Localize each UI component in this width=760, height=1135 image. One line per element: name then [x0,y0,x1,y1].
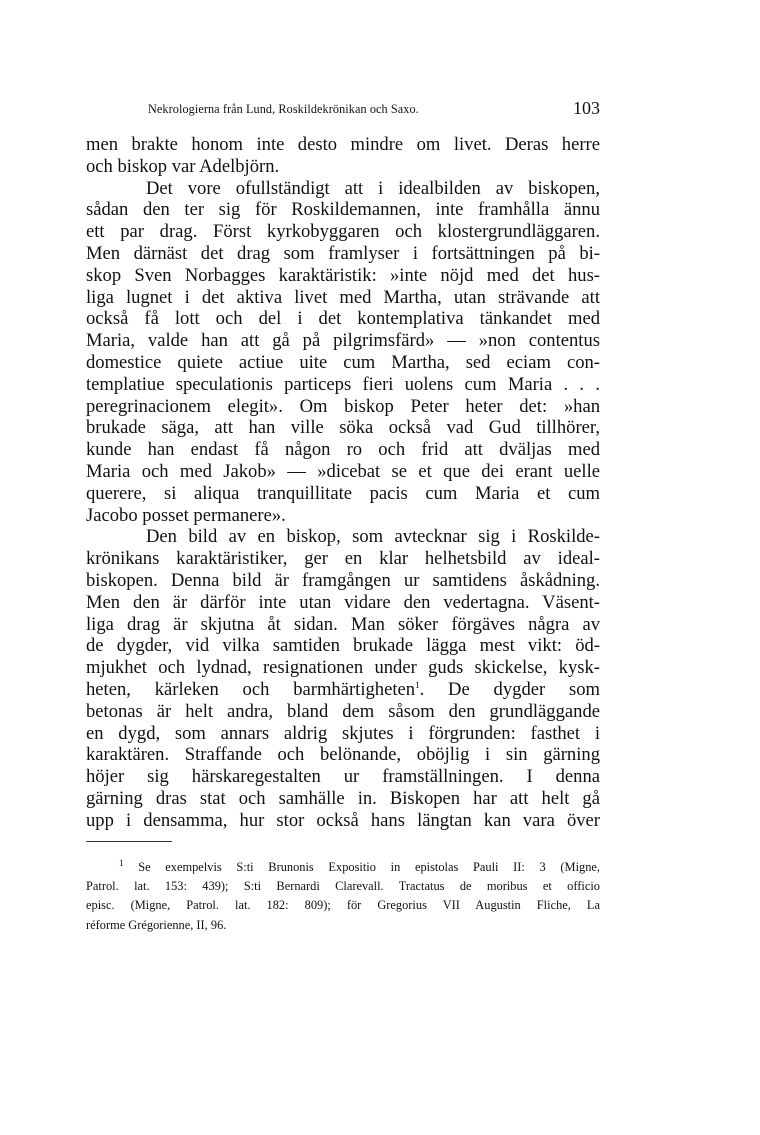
body-text [86,134,600,832]
text-line: Men därnäst det drag som framlyser i fortsättningen på bi- [86,242,600,264]
footnote-line: episc. (Migne, Patrol. lat. 182: 809); för Gregorius VII Augustin Fliche, La [86,898,600,913]
page-number: 103 [573,98,600,118]
text-line: mjukhet och lydnad, resignationen under guds skickelse, kysk- [86,657,600,679]
footnote-reference[interactable]: 1 [415,679,420,690]
text-fragment: . De dygder som [419,678,600,700]
running-title: Nekrologierna från Lund, Roskildekrönikan och Saxo. [148,102,419,116]
running-header [86,98,600,120]
text-line: querere, si aliqua tranquillitate pacis cum Maria et cum [86,482,600,504]
footnote-divider [86,841,172,842]
text-line: upp i densamma, hur stor också hans längtan kan vara över [86,809,600,831]
text-line: och biskop var Adelbjörn. [86,155,280,177]
footnote-line [86,858,600,877]
text-line: peregrinacionem elegit». Om biskop Peter heter det: »han [86,395,600,417]
footnote [86,858,600,935]
text-line: men brakte honom inte desto mindre om livet. Deras herre [86,134,600,155]
text-line: liga drag är skjutna åt sidan. Man söker förgäves några av [86,613,600,635]
text-line: sådan den ter sig för Roskildemannen, inte framhålla ännu [86,199,600,221]
text-line: liga lugnet i det aktiva livet med Martha, utan strävande att [86,286,600,308]
text-line: Jacobo posset permanere». [86,504,286,526]
text-line: biskopen. Denna bild är framgången ur samtidens åskådning. [86,569,600,591]
text-line: höjer sig härskaregestalten ur framställningen. I denna [86,766,600,788]
text-line: betonas är helt andra, bland dem såsom den grundläggande [86,700,600,722]
text-line-with-footnote [86,679,600,701]
text-line: Maria, valde han att gå på pilgrimsfärd» — »non contentus [86,330,600,352]
text-line: en dygd, som annars aldrig skjutes i förgrunden: fasthet i [86,722,600,744]
footnote-text: Se exempelvis S:ti Brunonis Expositio in epistolas Pauli II: 3 (Migne, [138,860,600,874]
text-fragment: heten, kärleken och barmhärtigheten [86,678,416,700]
footnote-marker: 1 [119,857,124,868]
text-line: templatiue speculationis particeps fieri uolens cum Maria . . . [86,373,600,395]
footnote-line: Patrol. lat. 153: 439); S:ti Bernardi Clarevall. Tractatus de moribus et officio [86,879,600,894]
text-line: Men den är därför inte utan vidare den vedertagna. Väsent- [86,591,600,613]
text-line: Maria och med Jakob» — »dicebat se et que dei erant uelle [86,460,600,482]
text-line: krönikans karaktäristiker, ger en klar helhetsbild av ideal- [86,548,600,570]
text-line: gärning dras stat och samhälle in. Biskopen har att helt gå [86,787,600,809]
paragraph-start-line: Det vore ofullständigt att i idealbilden av biskopen, [146,177,600,199]
text-line: brukade säga, att han ville söka också vad Gud tillhörer, [86,417,600,439]
text-line: domestice quiete actiue uite cum Martha, sed eciam con- [86,351,600,373]
text-line: karaktären. Straffande och belönande, oböjlig i sin gärning [86,744,600,766]
paragraph-start-line: Den bild av en biskop, som avtecknar sig i Roskilde- [146,526,600,548]
text-line: ett par drag. Först kyrkobyggaren och klostergrundläggaren. [86,221,600,243]
text-line: de dygder, vid vilka samtiden brukade lägga mest vikt: öd- [86,635,600,657]
text-line: också få lott och del i det kontemplativa tänkandet med [86,308,600,330]
text-line: kunde han endast få någon ro och frid att dväljas med [86,439,600,461]
footnote-line: réforme Grégorienne, II, 96. [86,917,227,932]
text-line: skop Sven Norbagges karaktäristik: »inte nöjd med det hus- [86,264,600,286]
